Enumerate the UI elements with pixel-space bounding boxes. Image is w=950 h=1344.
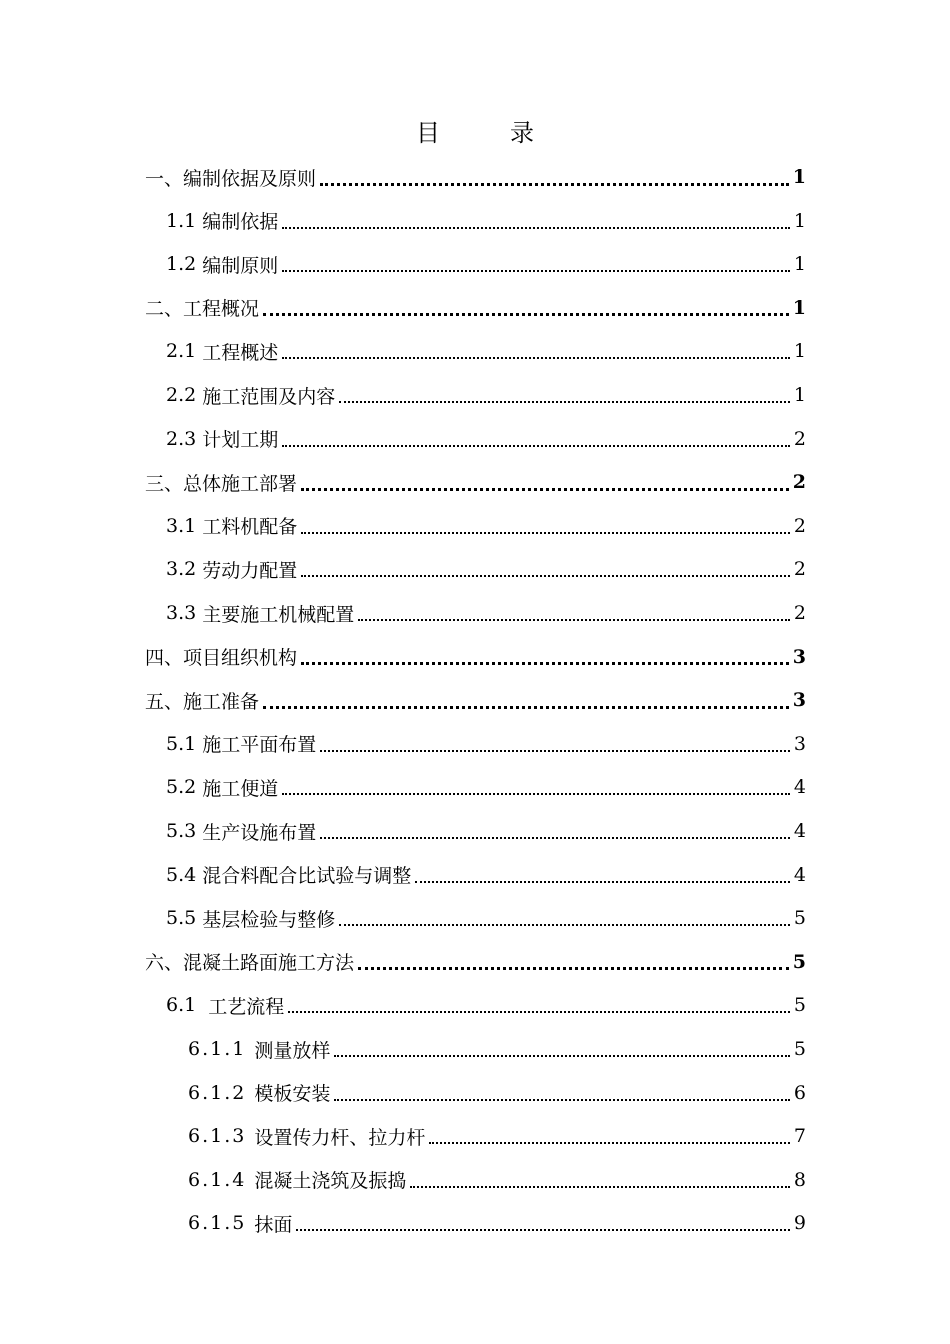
toc-entry[interactable] xyxy=(145,460,806,504)
toc-entry-number: 3.2 xyxy=(166,558,203,581)
toc-entry-page: 5 xyxy=(793,907,806,930)
toc-entry[interactable] xyxy=(145,286,806,330)
toc-entry[interactable] xyxy=(166,417,806,461)
toc-entry-page: 7 xyxy=(793,1125,806,1148)
dot-leader xyxy=(358,967,789,970)
toc-entry-page: 4 xyxy=(793,776,806,799)
toc-entry-page: 5 xyxy=(793,994,806,1017)
toc-entry[interactable] xyxy=(188,1027,806,1071)
toc-entry-number: 6.1.2 xyxy=(188,1081,255,1104)
toc-entry[interactable] xyxy=(145,155,806,199)
dot-leader xyxy=(410,1186,790,1188)
toc-entry[interactable] xyxy=(145,940,806,984)
toc-entry[interactable] xyxy=(166,896,806,940)
toc-entry[interactable] xyxy=(166,504,806,548)
toc-entry[interactable] xyxy=(145,635,806,679)
toc-entry[interactable] xyxy=(166,329,806,373)
toc-entry-number: 一、 xyxy=(145,167,184,190)
toc-entry-label: 项目组织机构 xyxy=(183,647,298,670)
toc-entry-label: 施工范围及内容 xyxy=(202,385,336,408)
toc-entry-page: 1 xyxy=(793,253,806,276)
toc-entry[interactable] xyxy=(166,591,806,635)
dot-leader xyxy=(282,227,790,229)
toc-entry-number: 四、 xyxy=(145,647,184,670)
toc-entry-label: 工程概述 xyxy=(202,341,279,364)
toc-entry-page: 1 xyxy=(793,384,806,406)
toc-entry-page: 4 xyxy=(793,820,806,842)
toc-entry-label: 总体施工部署 xyxy=(183,472,298,495)
dot-leader xyxy=(282,357,790,359)
toc-entry-number: 2.1 xyxy=(166,340,203,363)
toc-entry-number: 5.4 xyxy=(166,863,203,886)
toc-entry[interactable] xyxy=(188,1201,806,1245)
dot-leader xyxy=(263,706,789,709)
toc-entry-label: 劳动力配置 xyxy=(202,559,298,582)
toc-entry-number: 5.1 xyxy=(166,732,203,755)
toc-entry-number: 5.2 xyxy=(166,776,203,799)
dot-leader xyxy=(339,401,790,403)
toc-entry-page: 2 xyxy=(793,558,806,581)
dot-leader xyxy=(415,881,790,883)
dot-leader xyxy=(320,183,789,186)
toc-entry-label: 混合料配合比试验与调整 xyxy=(202,865,412,888)
toc-entry-label: 模板安装 xyxy=(254,1083,331,1106)
toc-entry-page: 2 xyxy=(793,514,806,537)
toc-entry-number: 5.5 xyxy=(166,907,203,930)
toc-title: 目录 xyxy=(416,119,604,147)
toc-entry[interactable] xyxy=(188,1071,806,1115)
toc-entry-label: 工艺流程 xyxy=(208,995,285,1018)
toc-entry-number: 2.3 xyxy=(166,427,203,450)
toc-entry-page: 2 xyxy=(792,471,806,494)
dot-leader xyxy=(263,313,789,316)
dot-leader xyxy=(296,1229,790,1231)
toc-entry-number: 6.1 xyxy=(166,994,209,1017)
toc-entry-label: 施工准备 xyxy=(183,690,260,713)
dot-leader xyxy=(282,445,790,447)
toc-entry-number: 6.1.3 xyxy=(188,1125,255,1148)
dot-leader xyxy=(282,270,790,272)
dot-leader xyxy=(301,662,789,665)
toc-entry-label: 测量放样 xyxy=(254,1039,331,1062)
dot-leader xyxy=(301,575,790,577)
toc-entry-page: 5 xyxy=(792,950,806,973)
toc-entry[interactable] xyxy=(166,242,806,286)
toc-entry[interactable] xyxy=(166,809,806,853)
toc-entry-number: 6.1.1 xyxy=(188,1038,255,1060)
toc-entry-number: 1.1 xyxy=(166,209,203,232)
toc-entry-label: 编制依据及原则 xyxy=(183,167,317,190)
dot-leader xyxy=(334,1099,790,1101)
toc-entry[interactable] xyxy=(166,547,806,591)
toc-entry-page: 3 xyxy=(792,645,806,668)
toc-entry[interactable] xyxy=(166,722,806,766)
toc-entry-number: 6.1.5 xyxy=(188,1212,255,1235)
toc-entry-number: 5.3 xyxy=(166,820,203,842)
toc-entry-page: 1 xyxy=(793,340,806,363)
toc-entry[interactable] xyxy=(166,373,806,417)
dot-leader xyxy=(320,750,790,752)
toc-entry-label: 混凝土路面施工方法 xyxy=(183,952,355,975)
toc-entry-number: 6.1.4 xyxy=(188,1168,255,1191)
toc-entry[interactable] xyxy=(145,678,806,722)
toc-entry-number: 2.2 xyxy=(166,384,203,406)
dot-leader xyxy=(282,793,790,795)
toc-entry-number: 三、 xyxy=(145,472,184,495)
toc-entry-page: 9 xyxy=(793,1212,806,1235)
toc-entry-page: 6 xyxy=(793,1081,806,1104)
toc-entry-number: 六、 xyxy=(145,952,184,975)
toc-entry-label: 计划工期 xyxy=(202,429,279,452)
toc-entry[interactable] xyxy=(166,983,806,1027)
toc-entry-number: 二、 xyxy=(145,298,184,321)
toc-entry-page: 1 xyxy=(793,209,806,232)
dot-leader xyxy=(320,837,790,839)
toc-entry-label: 编制依据 xyxy=(202,211,279,234)
toc-entry-page: 1 xyxy=(792,166,806,188)
toc-entry-label: 施工平面布置 xyxy=(202,734,317,757)
toc-entry-page: 3 xyxy=(792,689,806,712)
toc-entry-page: 8 xyxy=(793,1168,806,1191)
dot-leader xyxy=(288,1011,790,1013)
toc-entry-label: 基层检验与整修 xyxy=(202,908,336,931)
toc-entry-page: 4 xyxy=(793,863,806,886)
toc-entry-label: 施工便道 xyxy=(202,777,279,800)
toc-entry-label: 混凝土浇筑及振捣 xyxy=(254,1170,407,1193)
toc-entry-number: 3.3 xyxy=(166,602,203,624)
toc-entry[interactable] xyxy=(188,1158,806,1202)
toc-entry[interactable] xyxy=(166,853,806,897)
toc-entry-page: 3 xyxy=(793,732,806,755)
toc-entry-label: 编制原则 xyxy=(202,254,279,277)
toc-entry-page: 5 xyxy=(793,1038,806,1060)
toc-entry-number: 3.1 xyxy=(166,514,203,537)
dot-leader xyxy=(334,1055,790,1057)
dot-leader xyxy=(301,532,790,534)
toc-entry-label: 工程概况 xyxy=(183,298,260,321)
dot-leader xyxy=(339,924,790,926)
toc-entry-label: 设置传力杆、拉力杆 xyxy=(254,1126,426,1149)
toc-entry-label: 抹面 xyxy=(254,1213,293,1236)
toc-entry-number: 1.2 xyxy=(166,253,203,276)
dot-leader xyxy=(301,488,789,491)
toc-entry-page: 2 xyxy=(793,602,806,624)
toc-entry[interactable] xyxy=(166,765,806,809)
dot-leader xyxy=(358,619,790,621)
toc-entry-label: 工料机配备 xyxy=(202,516,298,539)
toc-entry-label: 生产设施布置 xyxy=(202,821,317,844)
dot-leader xyxy=(429,1142,790,1144)
toc-entry[interactable] xyxy=(188,1114,806,1158)
toc-entry-label: 主要施工机械配置 xyxy=(202,603,355,626)
toc-entry-number: 五、 xyxy=(145,690,184,713)
toc-entry[interactable] xyxy=(166,199,806,243)
toc-entry-page: 1 xyxy=(792,296,806,319)
toc-entry-page: 2 xyxy=(793,427,806,450)
